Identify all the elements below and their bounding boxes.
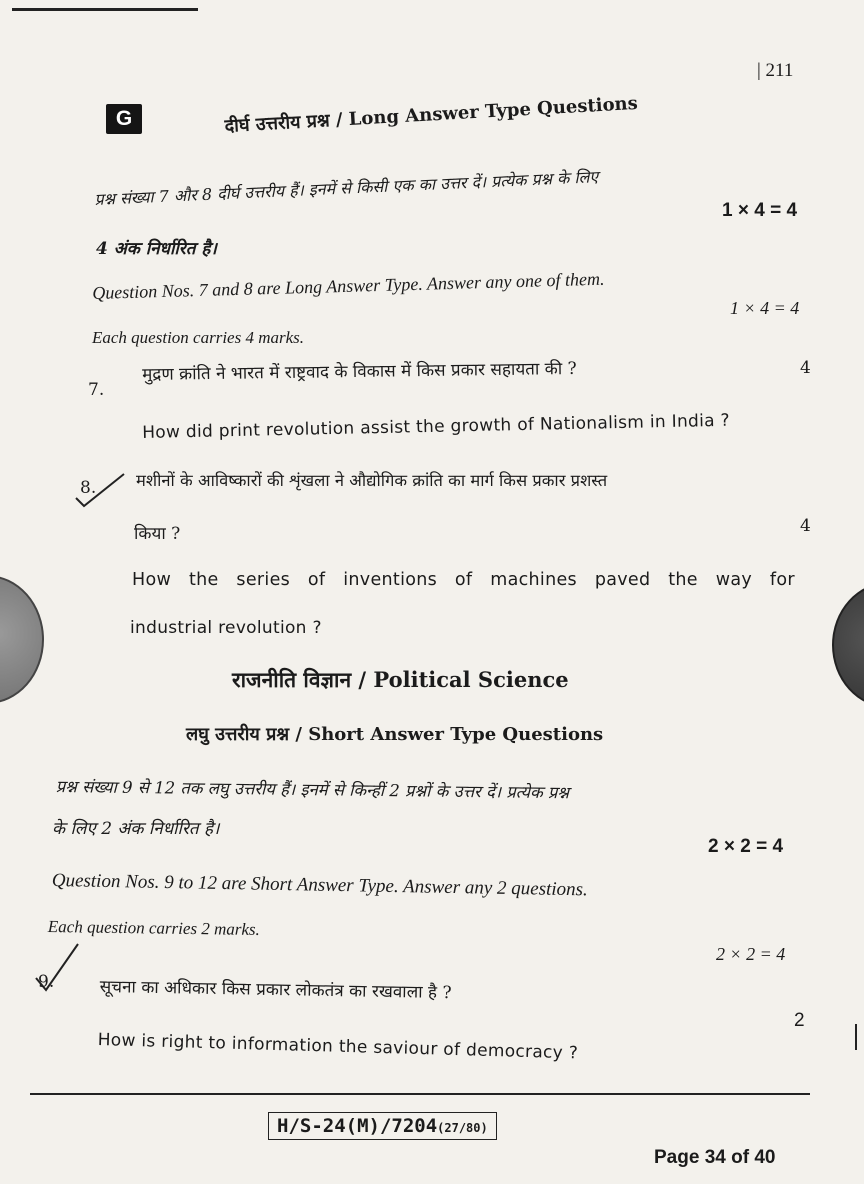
question-8-hindi-line2: किया ? <box>134 524 181 544</box>
long-instruction-hi-line2: 4 अंक निर्धारित है। <box>96 239 217 259</box>
punch-hole-right <box>832 582 864 708</box>
short-instruction-hi-line1: प्रश्न संख्या 9 से 12 तक लघु उत्तरीय हैं। इनमें से किन्हीं 2 प्रश्नों के उत्तर दें। प्रत्येक प्रश्न <box>55 776 570 803</box>
paper-code: H/S-24(M)/7204 <box>277 1115 438 1137</box>
question-7-english: How did print revolution assist the growth of Nationalism in India ? <box>142 410 731 443</box>
page-number: | 211 <box>757 60 794 81</box>
question-8-english-line1: How the series of inventions of machines paved the way for <box>132 570 795 590</box>
short-instruction-en-line1: Question Nos. 9 to 12 are Short Answer Type. Answer any 2 questions. <box>51 870 588 901</box>
long-marks-en: 1 × 4 = 4 <box>730 298 800 318</box>
short-answer-heading: लघु उत्तरीय प्रश्न / Short Answer Type Questions <box>186 724 604 745</box>
short-marks-hi: 2 × 2 = 4 <box>708 836 784 857</box>
checkmark-icon <box>66 470 134 514</box>
question-8-number: 8. <box>80 478 97 498</box>
long-marks-hi: 1 × 4 = 4 <box>722 200 798 221</box>
short-instruction-hi-line2: के लिए 2 अंक निर्धारित है। <box>52 819 220 839</box>
political-science-title: राजनीति विज्ञान / Political Science <box>232 667 569 692</box>
question-7-marks: 4 <box>800 358 811 378</box>
question-9-marks: 2 <box>794 1010 805 1031</box>
top-rule <box>12 8 198 11</box>
question-8-hindi-line1: मशीनों के आविष्कारों की शृंखला ने औद्योगिक क्रांति का मार्ग किस प्रकार प्रशस्त <box>136 471 608 490</box>
question-7-number: 7. <box>88 380 105 400</box>
question-7-hindi: मुद्रण क्रांति ने भारत में राष्ट्रवाद के विकास में किस प्रकार सहायता की ? <box>142 358 577 385</box>
long-instruction-en-line2: Each question carries 4 marks. <box>92 328 305 347</box>
question-8-english-line2: industrial revolution ? <box>130 618 322 638</box>
edge-mark <box>855 1024 857 1050</box>
paper-code-box <box>268 1112 497 1140</box>
footer-rule <box>30 1093 810 1095</box>
question-9-english: How is right to information the saviour of democracy ? <box>97 1030 579 1064</box>
set-badge: G <box>106 104 142 134</box>
question-8-marks: 4 <box>800 516 811 536</box>
page-indicator: Page 34 of 40 <box>654 1147 776 1168</box>
paper-code-suffix: (27/80) <box>437 1121 488 1135</box>
question-9-hindi: सूचना का अधिकार किस प्रकार लोकतंत्र का रखवाला है ? <box>99 976 452 1004</box>
short-marks-en: 2 × 2 = 4 <box>716 944 786 964</box>
long-instruction-en-line1: Question Nos. 7 and 8 are Long Answer Type. Answer any one of them. <box>92 268 605 303</box>
short-instruction-en-line2: Each question carries 2 marks. <box>47 917 260 939</box>
long-answer-heading: दीर्घ उत्तरीय प्रश्न / Long Answer Type Questions <box>224 92 639 137</box>
long-instruction-hi-line1: प्रश्न संख्या 7 और 8 दीर्घ उत्तरीय हैं। इनमें से किसी एक का उत्तर दें। प्रत्येक प्रश्न के लिए <box>94 167 599 209</box>
punch-hole-left <box>0 575 44 704</box>
question-9-number: 9. <box>38 972 55 992</box>
